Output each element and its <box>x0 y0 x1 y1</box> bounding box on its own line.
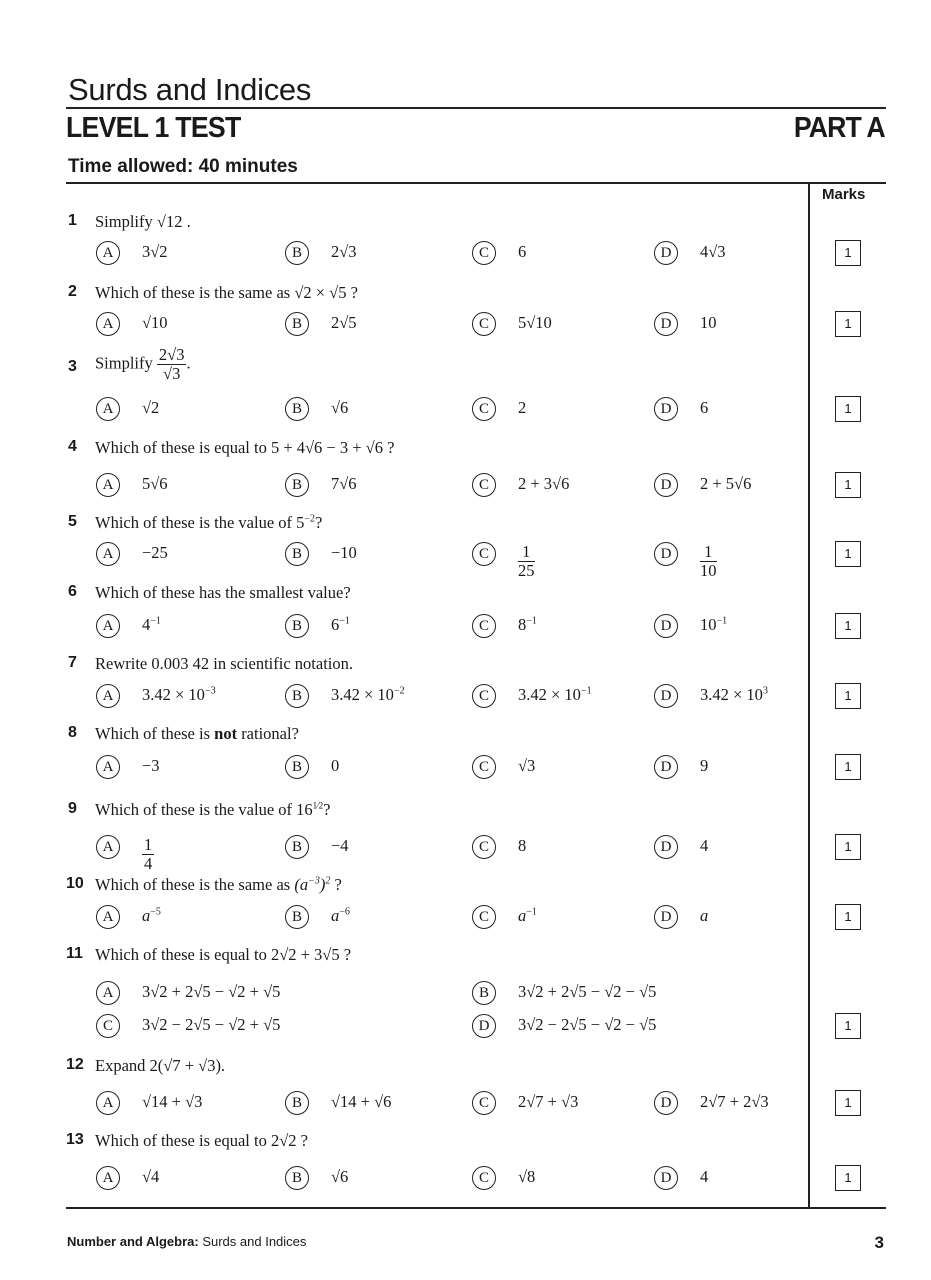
option-c-text <box>518 685 592 705</box>
option-d-bubble[interactable]: D <box>654 614 678 638</box>
option-c-bubble[interactable]: C <box>472 614 496 638</box>
expression: $(a^{-3})^2$ <box>294 875 331 894</box>
mark-box: 1 <box>835 472 861 498</box>
option-expression <box>142 906 161 925</box>
mark-box: 1 <box>835 396 861 422</box>
question-stem: Rewrite 0.003 42 in scientific notation. <box>95 654 353 673</box>
question-stem: Which of these has the smallest value? <box>95 583 351 602</box>
option-a-bubble[interactable]: A <box>96 684 120 708</box>
option-b-text: √14 + √6 <box>331 1092 392 1111</box>
exponent: −2 <box>393 685 405 697</box>
option-c-bubble[interactable]: C <box>472 312 496 336</box>
fraction-numerator: 1 <box>144 835 153 854</box>
page-number: 3 <box>874 1233 884 1252</box>
marks-column-label: Marks <box>822 186 866 203</box>
mark-box: 1 <box>835 683 861 709</box>
question-number: 7 <box>68 654 77 671</box>
option-a-bubble[interactable]: A <box>96 755 120 779</box>
option-c-bubble[interactable]: C <box>472 755 496 779</box>
option-a-text <box>142 836 154 873</box>
exponent: −1 <box>150 615 161 627</box>
option-expression <box>331 906 350 925</box>
option-a-text: −3 <box>142 756 160 775</box>
question-stem: Which of these is not rational? <box>95 724 299 743</box>
option-d-text <box>700 615 727 635</box>
option-a-text <box>142 685 216 705</box>
exponent: −3 <box>204 685 216 697</box>
topic-heading: Surds and Indices <box>68 72 312 107</box>
option-d-bubble[interactable]: D <box>654 684 678 708</box>
exponent: 2 <box>325 875 331 887</box>
option-a-bubble[interactable]: A <box>96 1166 120 1190</box>
mark-box: 1 <box>835 1090 861 1116</box>
option-a-bubble[interactable]: A <box>96 312 120 336</box>
option-c-bubble[interactable]: C <box>472 1166 496 1190</box>
footer-topic: Surds and Indices <box>202 1234 307 1249</box>
footer-rule <box>66 1207 886 1209</box>
question-stem: Which of these is the same as √2 × √5 ? <box>95 283 358 302</box>
option-b-text: −4 <box>331 836 349 855</box>
part-label: PART A <box>794 112 885 144</box>
option-a-bubble[interactable]: A <box>96 1091 120 1115</box>
option-d-bubble[interactable]: D <box>472 1014 496 1038</box>
option-b-bubble[interactable]: B <box>285 835 309 859</box>
question-number: 2 <box>68 283 77 300</box>
option-b-text <box>331 906 350 926</box>
option-b-text: √6 <box>331 398 349 417</box>
option-expression <box>518 906 537 925</box>
option-d-bubble[interactable]: D <box>654 241 678 265</box>
option-a-bubble[interactable]: A <box>96 542 120 566</box>
option-a-text: 3√2 + 2√5 − √2 + √5 <box>142 982 281 1001</box>
option-c-text: 6 <box>518 242 527 261</box>
exponent: −1 <box>526 615 537 627</box>
option-b-text <box>331 615 350 635</box>
mark-box: 1 <box>835 613 861 639</box>
variable: a <box>142 906 151 925</box>
footer-strand: Number and Algebra: <box>67 1234 199 1249</box>
exponent: −1 <box>526 906 537 918</box>
option-b-bubble[interactable]: B <box>285 312 309 336</box>
option-c-text: 2 <box>518 398 527 417</box>
question-stem: Which of these is the value of $16^{1⁄2}$? <box>95 800 331 819</box>
question-number: 1 <box>68 212 77 229</box>
option-expression: $3.42 \times 10^{-1}$ <box>518 685 592 704</box>
option-expression: $3.42 \times 10^{-3}$ <box>142 685 216 704</box>
option-d-text: 4 <box>700 1167 709 1186</box>
fraction-numerator: 1 <box>700 543 717 562</box>
option-a-text: 5√6 <box>142 474 168 493</box>
option-a-bubble[interactable]: A <box>96 241 120 265</box>
fraction-numerator: 1 <box>518 543 535 562</box>
fraction-denominator: 25 <box>518 561 535 580</box>
question-number: 13 <box>66 1131 84 1148</box>
option-b-bubble[interactable]: B <box>285 1091 309 1115</box>
option-a-text: √4 <box>142 1167 160 1186</box>
option-b-text: 2√5 <box>331 313 357 332</box>
question-stem: Simplify √12 . <box>95 212 191 231</box>
time-allowed: Time allowed: 40 minutes <box>68 156 298 177</box>
mark-box: 1 <box>835 834 861 860</box>
option-d-bubble[interactable]: D <box>654 473 678 497</box>
question-stem: Expand 2(√7 + √3). <box>95 1056 226 1075</box>
option-d-text <box>700 906 708 926</box>
option-a-bubble[interactable]: A <box>96 473 120 497</box>
option-d-bubble[interactable]: D <box>654 312 678 336</box>
option-d-text: 9 <box>700 756 709 775</box>
mark-box: 1 <box>835 240 861 266</box>
option-c-bubble[interactable]: C <box>472 397 496 421</box>
variable: a <box>331 906 340 925</box>
option-b-bubble[interactable]: B <box>472 981 496 1005</box>
question-number: 10 <box>66 875 84 892</box>
option-d-text: 3√2 − 2√5 − √2 − √5 <box>518 1015 657 1034</box>
option-c-text: 3√2 − 2√5 − √2 + √5 <box>142 1015 281 1034</box>
option-d-text <box>700 543 717 580</box>
exponent: −1 <box>580 685 592 697</box>
question-stem: Which of these is the same as $(a^{-3})^2$ ? <box>95 875 342 894</box>
option-d-text: 10 <box>700 313 717 332</box>
exponent: −2 <box>304 513 316 525</box>
option-a-bubble[interactable]: A <box>96 835 120 859</box>
option-expression: $8^{-1}$ <box>518 615 537 634</box>
mark-box: 1 <box>835 1165 861 1191</box>
option-b-bubble[interactable]: B <box>285 755 309 779</box>
question-number: 6 <box>68 583 77 600</box>
mark-box: 1 <box>835 904 861 930</box>
question-stem: Which of these is equal to 2√2 ? <box>95 1131 308 1150</box>
option-a-text: √10 <box>142 313 168 332</box>
option-c-bubble[interactable]: C <box>472 905 496 929</box>
option-b-bubble[interactable]: B <box>285 473 309 497</box>
option-d-bubble[interactable]: D <box>654 1091 678 1115</box>
option-d-bubble[interactable]: D <box>654 835 678 859</box>
exponent: 3 <box>762 685 768 697</box>
option-b-text <box>331 685 405 705</box>
option-c-bubble[interactable]: C <box>96 1014 120 1038</box>
footer-caption <box>67 1234 306 1249</box>
option-d-bubble[interactable]: D <box>654 905 678 929</box>
exponent: −6 <box>339 906 350 918</box>
option-expression: $6^{-1}$ <box>331 615 350 634</box>
marks-column-divider <box>808 183 810 1209</box>
fraction <box>157 346 187 383</box>
option-b-text: 3√2 + 2√5 − √2 − √5 <box>518 982 657 1001</box>
option-a-bubble[interactable]: A <box>96 981 120 1005</box>
option-c-bubble[interactable]: C <box>472 241 496 265</box>
question-number: 12 <box>66 1056 84 1073</box>
option-a-text: −25 <box>142 543 168 562</box>
option-d-text <box>700 685 768 705</box>
option-d-text: 4√3 <box>700 242 726 261</box>
exponent: 1⁄2 <box>312 800 324 811</box>
fraction <box>142 836 154 873</box>
option-b-bubble[interactable]: B <box>285 1166 309 1190</box>
option-expression: $3.42 \times 10^3$ <box>700 685 768 704</box>
option-b-bubble[interactable]: B <box>285 542 309 566</box>
option-d-text: 2√7 + 2√3 <box>700 1092 769 1111</box>
exponent: −1 <box>339 615 350 627</box>
option-b-bubble[interactable]: B <box>285 397 309 421</box>
variable: a <box>700 906 709 925</box>
option-b-bubble[interactable]: B <box>285 905 309 929</box>
option-c-bubble[interactable]: C <box>472 684 496 708</box>
option-c-bubble[interactable]: C <box>472 542 496 566</box>
option-a-text <box>142 906 161 926</box>
option-c-text: 8 <box>518 836 527 855</box>
question-number: 8 <box>68 724 77 741</box>
option-d-bubble[interactable]: D <box>654 1166 678 1190</box>
option-c-text: √8 <box>518 1167 536 1186</box>
emphasis-not: not <box>214 724 238 743</box>
option-c-text <box>518 906 537 926</box>
question-stem: Which of these is the value of $5^{-2}$? <box>95 513 323 532</box>
mark-box: 1 <box>835 754 861 780</box>
option-a-text: √14 + √3 <box>142 1092 203 1111</box>
question-number: 4 <box>68 438 77 455</box>
option-b-bubble[interactable]: B <box>285 241 309 265</box>
option-a-bubble[interactable]: A <box>96 905 120 929</box>
fraction-denominator: 4 <box>144 854 153 873</box>
option-expression <box>700 906 708 925</box>
option-expression: $4^{-1}$ <box>142 615 161 634</box>
variable: a <box>518 906 527 925</box>
question-stem: Which of these is equal to 5 + 4√6 − 3 + √6 ? <box>95 438 395 457</box>
header-rule <box>66 107 886 109</box>
option-c-text: 2 + 3√6 <box>518 474 570 493</box>
option-d-text: 4 <box>700 836 709 855</box>
option-c-bubble[interactable]: C <box>472 1091 496 1115</box>
option-d-text: 2 + 5√6 <box>700 474 752 493</box>
fraction <box>518 543 535 580</box>
option-d-bubble[interactable]: D <box>654 542 678 566</box>
option-b-text: 0 <box>331 756 340 775</box>
option-c-text: 5√10 <box>518 313 552 332</box>
option-d-bubble[interactable]: D <box>654 397 678 421</box>
option-expression: $3.42 \times 10^{-2}$ <box>331 685 405 704</box>
fraction-denominator: √3 <box>163 364 181 383</box>
option-b-text: 7√6 <box>331 474 357 493</box>
header-rule-lower <box>66 182 886 184</box>
option-b-bubble[interactable]: B <box>285 684 309 708</box>
fraction-denominator: 10 <box>700 561 717 580</box>
question-number: 9 <box>68 800 77 817</box>
option-a-text: 3√2 <box>142 242 168 261</box>
option-c-text <box>518 543 535 580</box>
exponent: −3 <box>308 875 320 887</box>
question-stem: Which of these is equal to 2√2 + 3√5 ? <box>95 945 352 964</box>
option-a-text <box>142 615 161 635</box>
question-number: 5 <box>68 513 77 530</box>
option-c-text: 2√7 + √3 <box>518 1092 579 1111</box>
option-c-text <box>518 615 537 635</box>
mark-box: 1 <box>835 541 861 567</box>
option-b-text: −10 <box>331 543 357 562</box>
fraction <box>700 543 717 580</box>
exponent: −5 <box>150 906 161 918</box>
option-c-text: √3 <box>518 756 536 775</box>
option-expression: $10^{-1}$ <box>700 615 728 634</box>
option-c-bubble[interactable]: C <box>472 473 496 497</box>
mark-box: 1 <box>835 1013 861 1039</box>
option-d-text: 6 <box>700 398 709 417</box>
mark-box: 1 <box>835 311 861 337</box>
option-a-bubble[interactable]: A <box>96 397 120 421</box>
option-d-bubble[interactable]: D <box>654 755 678 779</box>
question-number: 3 <box>68 358 77 375</box>
option-b-bubble[interactable]: B <box>285 614 309 638</box>
option-a-bubble[interactable]: A <box>96 614 120 638</box>
question-number: 11 <box>66 945 83 962</box>
option-c-bubble[interactable]: C <box>472 835 496 859</box>
fraction-numerator: 2√3 <box>158 345 185 364</box>
exponent: −1 <box>716 615 728 627</box>
option-b-text: 2√3 <box>331 242 357 261</box>
option-b-text: √6 <box>331 1167 349 1186</box>
option-a-text: √2 <box>142 398 160 417</box>
question-stem: Simplify $\frac{2√3}{√3}$ . <box>95 345 191 383</box>
test-title: LEVEL 1 TEST <box>66 112 241 144</box>
